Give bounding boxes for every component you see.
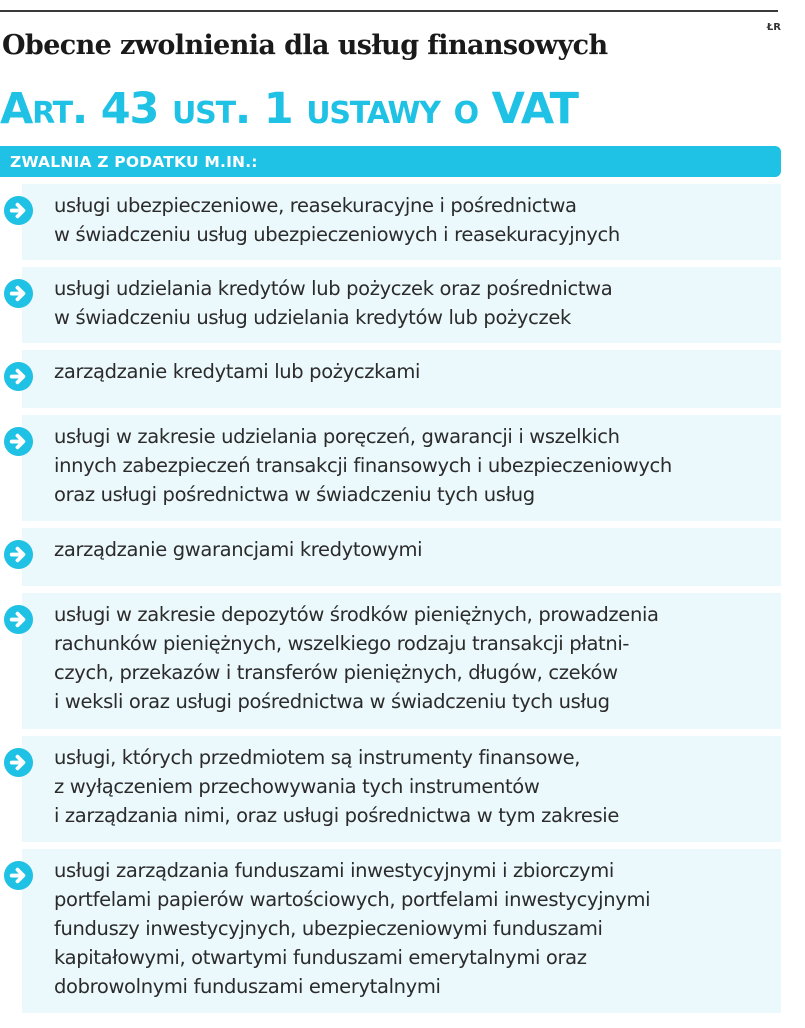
article-title: Art. 43 ust. 1 ustawy o VAT — [0, 84, 578, 134]
arrow-right-circle-icon — [3, 195, 34, 226]
arrow-right-circle-icon — [3, 604, 34, 635]
list-item-text: zarządzanie kredytami lub pożyczkami — [54, 360, 421, 383]
section-bar — [0, 146, 781, 177]
arrow-right-circle-icon — [3, 278, 34, 309]
list-item-text: zarządzanie gwarancjami kredytowymi — [54, 538, 423, 561]
list-item-text: usługi w zakresie depozytów środków pieniężnych, prowadzenia rachunków pieniężnych, wszelkiego rodzaju transakcji płatni- czych, przekazów i transferów pieniężnych, długów, czeków i weksli oraz usługi pośrednictwa w świadczeniu tych usług — [54, 603, 659, 713]
list-item — [0, 593, 781, 729]
list-item — [0, 849, 781, 1013]
arrow-right-circle-icon — [3, 747, 34, 778]
top-rule — [0, 10, 778, 12]
list-item-text: usługi ubezpieczeniowe, reasekuracyjne i pośrednictwa w świadczeniu usług ubezpieczeniowych i reasekuracyjnych — [54, 194, 620, 246]
list-item-text: usługi udzielania kredytów lub pożyczek oraz pośrednictwa w świadczeniu usług udzielania kredytów lub pożyczek — [54, 277, 613, 329]
list-item — [0, 267, 781, 343]
arrow-right-circle-icon — [3, 860, 34, 891]
arrow-right-circle-icon — [3, 361, 34, 392]
author-credit: ŁR — [766, 22, 781, 33]
arrow-right-circle-icon — [3, 426, 34, 457]
arrow-right-circle-icon — [3, 539, 34, 570]
section-label: ZWALNIA Z PODATKU M.IN.: — [10, 152, 258, 171]
list-item-text: usługi w zakresie udzielania poręczeń, gwarancji i wszelkich innych zabezpieczeń transakcji finansowych i ubezpieczeniowych oraz usługi pośrednictwa w świadczeniu tych usług — [54, 425, 672, 506]
list-item — [0, 528, 781, 586]
headline: Obecne zwolnienia dla usług finansowych — [2, 30, 608, 61]
list-item-text: usługi zarządzania funduszami inwestycyjnymi i zbiorczymi portfelami papierów wartościowych, portfelami inwestycyjnymi funduszy inwestycyjnych, ubezpieczeniowymi funduszami kapitałowymi, otwartymi funduszami emerytalnymi oraz dobrowolnymi funduszami emerytalnymi — [54, 859, 651, 998]
list-item — [0, 350, 781, 408]
list-item — [0, 184, 781, 260]
list-item — [0, 415, 781, 521]
list-item-text: usługi, których przedmiotem są instrumenty finansowe, z wyłączeniem przechowywania tych instrumentów i zarządzania nimi, oraz usługi pośrednictwa w tym zakresie — [54, 746, 620, 827]
list-item — [0, 736, 781, 842]
